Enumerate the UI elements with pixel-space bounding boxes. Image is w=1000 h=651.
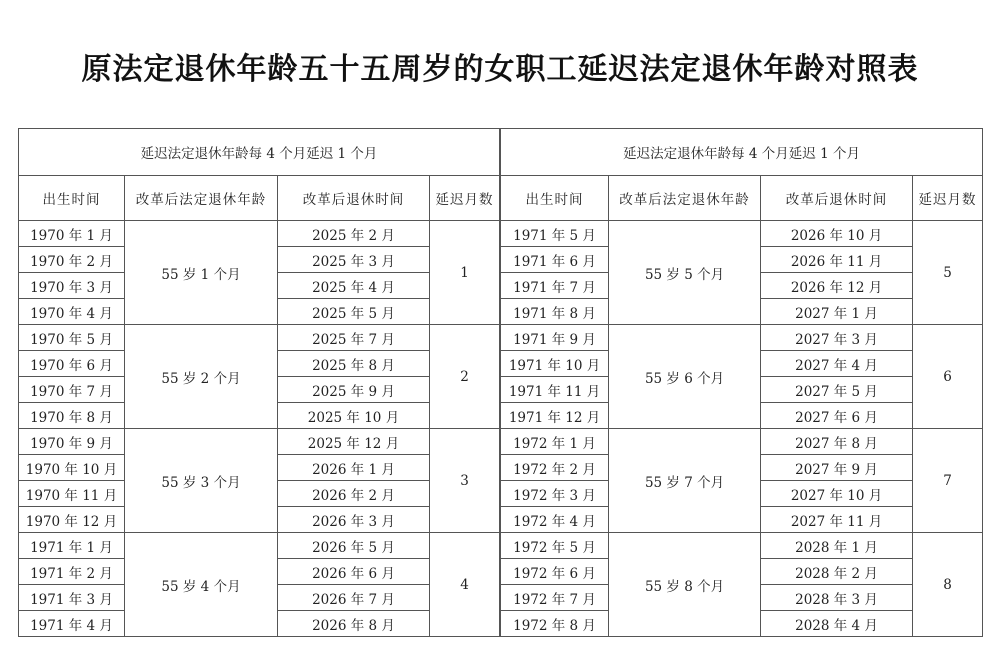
retirement-date-cell: 2028 年 1 月 [761,533,913,559]
retirement-date-cell: 2028 年 2 月 [761,559,913,585]
retirement-age-cell: 55 岁 2 个月 [125,325,278,429]
table-main-header: 延迟法定退休年龄每 4 个月延迟 1 个月 [501,129,983,176]
table-row [501,429,983,455]
retirement-date-cell: 2026 年 10 月 [761,221,913,247]
retirement-date-cell: 2025 年 9 月 [278,377,430,403]
retirement-date-cell: 2027 年 11 月 [761,507,913,533]
column-header-birth: 出生时间 [501,176,609,221]
column-header-retirement-age: 改革后法定退休年龄 [125,176,278,221]
delay-months-cell: 5 [913,221,983,325]
table-main-header: 延迟法定退休年龄每 4 个月延迟 1 个月 [19,129,500,176]
birth-cell: 1970 年 5 月 [19,325,125,351]
delay-months-cell: 1 [430,221,500,325]
birth-cell: 1971 年 1 月 [19,533,125,559]
retirement-date-cell: 2028 年 3 月 [761,585,913,611]
delay-months-cell: 2 [430,325,500,429]
birth-cell: 1972 年 1 月 [501,429,609,455]
retirement-date-cell: 2025 年 2 月 [278,221,430,247]
birth-cell: 1970 年 8 月 [19,403,125,429]
birth-cell: 1971 年 4 月 [19,611,125,637]
birth-cell: 1971 年 9 月 [501,325,609,351]
comparison-table-left [18,128,500,637]
retirement-date-cell: 2026 年 1 月 [278,455,430,481]
birth-cell: 1971 年 12 月 [501,403,609,429]
delay-months-cell: 3 [430,429,500,533]
birth-cell: 1972 年 8 月 [501,611,609,637]
retirement-date-cell: 2028 年 4 月 [761,611,913,637]
table-main-header-row [501,129,983,176]
delay-months-cell: 6 [913,325,983,429]
retirement-date-cell: 2027 年 5 月 [761,377,913,403]
birth-cell: 1971 年 10 月 [501,351,609,377]
retirement-age-cell: 55 岁 6 个月 [609,325,761,429]
retirement-date-cell: 2027 年 6 月 [761,403,913,429]
retirement-date-cell: 2025 年 7 月 [278,325,430,351]
retirement-date-cell: 2025 年 3 月 [278,247,430,273]
birth-cell: 1971 年 11 月 [501,377,609,403]
retirement-date-cell: 2025 年 10 月 [278,403,430,429]
table-column-header-row [19,176,500,221]
retirement-date-cell: 2026 年 7 月 [278,585,430,611]
retirement-date-cell: 2026 年 2 月 [278,481,430,507]
retirement-date-cell: 2026 年 11 月 [761,247,913,273]
retirement-date-cell: 2025 年 4 月 [278,273,430,299]
birth-cell: 1970 年 10 月 [19,455,125,481]
birth-cell: 1970 年 9 月 [19,429,125,455]
birth-cell: 1972 年 3 月 [501,481,609,507]
birth-cell: 1972 年 5 月 [501,533,609,559]
table-column-header-row [501,176,983,221]
delay-months-cell: 8 [913,533,983,637]
tables-container [18,128,983,637]
retirement-date-cell: 2027 年 4 月 [761,351,913,377]
retirement-age-cell: 55 岁 3 个月 [125,429,278,533]
table-row [501,221,983,247]
retirement-date-cell: 2025 年 12 月 [278,429,430,455]
retirement-date-cell: 2027 年 9 月 [761,455,913,481]
birth-cell: 1970 年 1 月 [19,221,125,247]
column-header-birth: 出生时间 [19,176,125,221]
birth-cell: 1970 年 11 月 [19,481,125,507]
comparison-table-right [500,128,983,637]
retirement-date-cell: 2026 年 5 月 [278,533,430,559]
table-main-header-row [19,129,500,176]
retirement-date-cell: 2027 年 8 月 [761,429,913,455]
column-header-retirement-age: 改革后法定退休年龄 [609,176,761,221]
column-header-delay-months: 延迟月数 [430,176,500,221]
table-row [501,533,983,559]
retirement-age-cell: 55 岁 4 个月 [125,533,278,637]
birth-cell: 1970 年 2 月 [19,247,125,273]
table-row [19,221,500,247]
birth-cell: 1972 年 2 月 [501,455,609,481]
table-row [19,325,500,351]
birth-cell: 1971 年 8 月 [501,299,609,325]
retirement-age-cell: 55 岁 1 个月 [125,221,278,325]
birth-cell: 1972 年 6 月 [501,559,609,585]
retirement-date-cell: 2026 年 3 月 [278,507,430,533]
retirement-date-cell: 2026 年 12 月 [761,273,913,299]
birth-cell: 1970 年 6 月 [19,351,125,377]
birth-cell: 1970 年 12 月 [19,507,125,533]
birth-cell: 1970 年 7 月 [19,377,125,403]
retirement-age-cell: 55 岁 7 个月 [609,429,761,533]
page-title: 原法定退休年龄五十五周岁的女职工延迟法定退休年龄对照表 [81,52,919,87]
retirement-age-cell: 55 岁 5 个月 [609,221,761,325]
column-header-delay-months: 延迟月数 [913,176,983,221]
table-row [19,429,500,455]
table-row [501,325,983,351]
table-row [19,533,500,559]
retirement-date-cell: 2027 年 3 月 [761,325,913,351]
birth-cell: 1971 年 2 月 [19,559,125,585]
birth-cell: 1972 年 7 月 [501,585,609,611]
retirement-date-cell: 2026 年 6 月 [278,559,430,585]
birth-cell: 1971 年 6 月 [501,247,609,273]
birth-cell: 1971 年 3 月 [19,585,125,611]
birth-cell: 1970 年 4 月 [19,299,125,325]
table-body-left [19,129,500,637]
retirement-date-cell: 2026 年 8 月 [278,611,430,637]
column-header-retirement-date: 改革后退休时间 [761,176,913,221]
birth-cell: 1971 年 7 月 [501,273,609,299]
delay-months-cell: 7 [913,429,983,533]
birth-cell: 1971 年 5 月 [501,221,609,247]
retirement-date-cell: 2027 年 1 月 [761,299,913,325]
retirement-date-cell: 2027 年 10 月 [761,481,913,507]
birth-cell: 1970 年 3 月 [19,273,125,299]
retirement-date-cell: 2025 年 8 月 [278,351,430,377]
retirement-age-cell: 55 岁 8 个月 [609,533,761,637]
delay-months-cell: 4 [430,533,500,637]
retirement-date-cell: 2025 年 5 月 [278,299,430,325]
birth-cell: 1972 年 4 月 [501,507,609,533]
column-header-retirement-date: 改革后退休时间 [278,176,430,221]
table-body-right [501,129,983,637]
